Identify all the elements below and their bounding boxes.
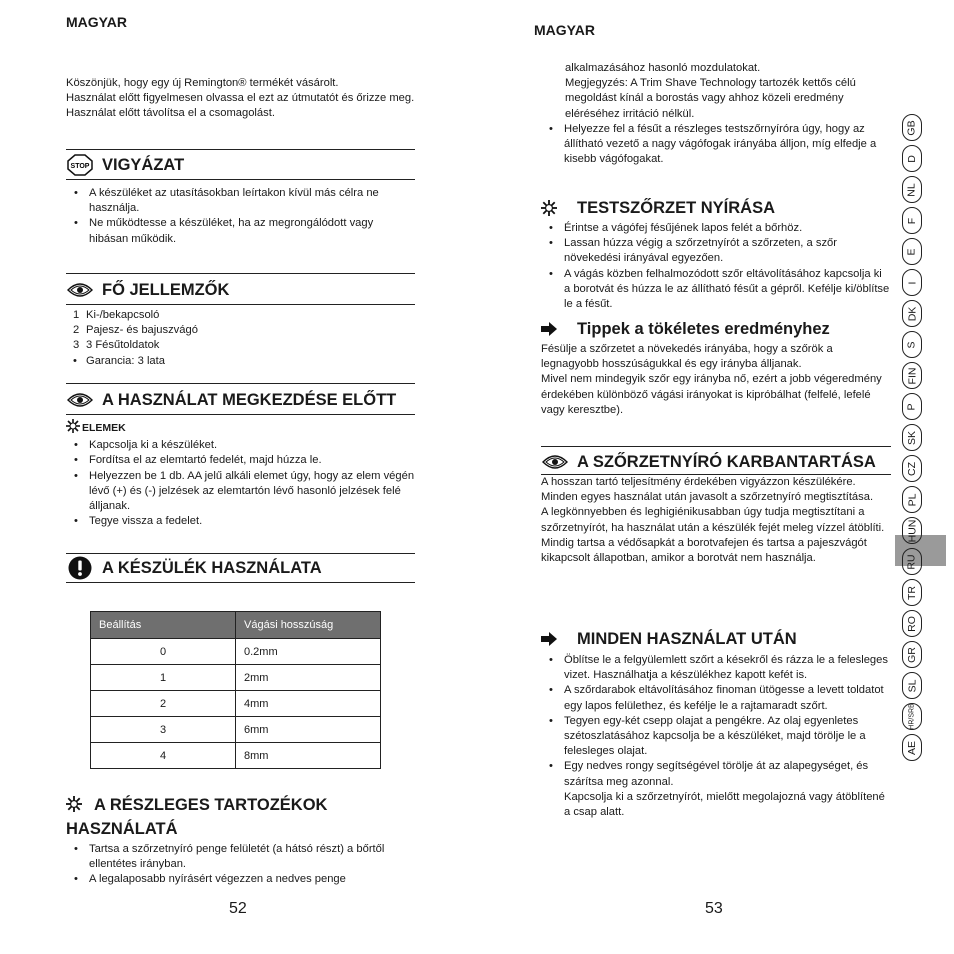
list-item: • Helyezzen be 1 db. AA jelű alkáli elemet úgy, hogy az elem végén lévő (+) és (-) jelzések az elemtartón lévő hasonló jelzések felé álljanak. — [66, 469, 415, 515]
language-tab-i[interactable]: I — [902, 269, 922, 296]
arrow-right-icon — [541, 628, 569, 650]
svg-text:STOP: STOP — [70, 163, 90, 170]
language-tab-cz[interactable]: CZ — [902, 455, 922, 482]
tips-heading — [541, 318, 891, 340]
language-tab-dk[interactable]: DK — [902, 300, 922, 327]
sparkle-icon — [66, 419, 80, 438]
table-cell: 3 — [91, 717, 236, 743]
partial-section — [66, 794, 415, 888]
table-cell: 0.2mm — [236, 639, 381, 665]
warning-icon — [66, 557, 94, 579]
arrow-right-icon — [541, 318, 569, 340]
language-tab-fin[interactable]: FIN — [902, 362, 922, 389]
list-item: • Ne működtesse a készüléket, ha az megrongálódott vagy hibásan működik. — [66, 216, 415, 246]
continued-list — [541, 122, 891, 168]
tips-title: Tippek a tökéletes eredményhez — [577, 320, 830, 338]
table-header: Vágási hosszúság — [236, 612, 381, 639]
language-tab-s[interactable]: S — [902, 331, 922, 358]
caution-heading — [66, 154, 415, 176]
language-tabs — [902, 114, 924, 765]
list-item: • Érintse a vágófej fésűjének lapos felét a bőrhöz. — [541, 221, 891, 236]
language-tab-ru[interactable]: RU — [902, 548, 922, 575]
table-row — [91, 639, 381, 665]
page-number-left: 52 — [229, 900, 247, 917]
language-tab-nl[interactable]: NL — [902, 176, 922, 203]
features-heading — [66, 279, 415, 301]
list-item: • Egy nedves rongy segítségével törölje át az alapegységet, és szárítsa meg azonnal. — [541, 759, 891, 789]
language-tab-e[interactable]: E — [902, 238, 922, 265]
after-use-closing: Kapcsolja ki a szőrzetnyírót, mielőtt megolajozná vagy átöblítené a csap alatt. — [564, 790, 885, 819]
list-item: • Tartsa a szőrzetnyíró penge felületét (a hátsó részt) a bőrtől ellentétes irányban. — [66, 842, 415, 872]
eye-icon — [66, 279, 94, 301]
table-cell: 2 — [91, 691, 236, 717]
list-item: • Lassan húzza végig a szőrzetnyírót a szőrzeten, a szőr növekedési irányával egyezően. — [541, 236, 891, 266]
before-use-title: A HASZNÁLAT MEGKEZDÉSE ELŐTT — [102, 391, 397, 409]
table-cell: 1 — [91, 665, 236, 691]
language-tab-pl[interactable]: PL — [902, 486, 922, 513]
language-tab-p[interactable]: P — [902, 393, 922, 420]
list-item: • Fordítsa el az elemtartó fedelét, majd húzza le. — [66, 453, 415, 468]
body-hair-list — [541, 221, 891, 312]
language-tab-sl[interactable]: SL — [902, 672, 922, 699]
usage-heading — [66, 557, 415, 579]
features-section — [66, 273, 415, 369]
eye-icon — [66, 389, 94, 411]
after-use-section — [541, 628, 891, 820]
before-use-section — [66, 383, 415, 529]
list-item: • Helyezze fel a fésűt a részleges testszőrnyíróra úgy, hogy az állítható vezető a nagy vágófogak irányába álljon, míg elfedje a kisebb vágófogakat. — [541, 122, 891, 168]
caution-title: VIGYÁZAT — [102, 156, 185, 174]
table-row — [91, 717, 381, 743]
list-item: • A legalaposabb nyírásért végezzen a nedves penge — [66, 872, 415, 887]
language-tab-ae[interactable]: AE — [902, 734, 922, 761]
list-item: • A szőrdarabok eltávolításához finoman ütögesse a levett toldatot egy lapos felülethez, és kefélje le a rajtamaradt szőrt. — [541, 683, 891, 713]
after-use-list — [541, 653, 891, 790]
language-tab-sk[interactable]: SK — [902, 424, 922, 451]
language-tab-hr-srb[interactable]: HR/SRB — [902, 703, 922, 730]
batteries-list — [66, 438, 415, 529]
after-use-title: MINDEN HASZNÁLAT UTÁN — [577, 630, 797, 648]
intro-text: Köszönjük, hogy egy új Remington® termékét vásárolt. Használat előtt figyelmesen olvassa el ezt az útmutatót és őrizze meg. Használat előtt távolítsa el a csomagolást. — [66, 77, 415, 120]
list-item: • Tegyen egy-két csepp olajat a pengékre. Az olaj egyenletes szétoszlatásához kapcsolja be a készüléket, majd törölje le a felesleges olajat. — [541, 714, 891, 760]
tips-text: Fésülje a szőrzetet a növekedés irányába, hogy a szőrök a legnagyobb hosszúságukkal és egy irányba álljanak. Mivel nem mindegyik szőr egy irányba nő, ezért a jobb végeredmény érdekében különböző vágási irányokat is kipróbálhat (felfelé, lefelé vagy keresztbe). — [541, 343, 882, 416]
settings-table — [90, 611, 381, 769]
table-header: Beállítás — [91, 612, 236, 639]
features-list — [66, 304, 415, 369]
table-cell: 6mm — [236, 717, 381, 743]
table-cell: 2mm — [236, 665, 381, 691]
partial-heading — [66, 794, 415, 840]
maintenance-title: A SZŐRZETNYÍRÓ KARBANTARTÁSA — [577, 453, 876, 471]
stop-icon — [66, 154, 94, 176]
language-tab-gb[interactable]: GB — [902, 114, 922, 141]
continued-text: alkalmazásához hasonló mozdulatokat. Megjegyzés: A Trim Shave Technology tartozék kettős célú megoldást kínál a borostás vagy ahhoz közeli eredmény eléréséhez irritáció nélkül. — [565, 62, 856, 120]
list-item: • Öblítse le a felgyülemlett szőrt a késekről és rázza le a felesleges vizet. Használhatja a készülékhez kapott kefét is. — [541, 653, 891, 683]
list-item: 2 Pajesz- és bajuszvágó — [73, 324, 198, 337]
batteries-subheading: ELEMEK — [66, 419, 415, 438]
features-title: FŐ JELLEMZŐK — [102, 281, 230, 299]
before-use-heading — [66, 389, 415, 411]
table-header-row — [91, 612, 381, 639]
list-item: • Tegye vissza a fedelet. — [66, 514, 415, 529]
table-cell: 4mm — [236, 691, 381, 717]
table-row — [91, 691, 381, 717]
list-item: 1 Ki-/bekapcsoló — [73, 309, 160, 321]
table-cell: 8mm — [236, 743, 381, 769]
caution-list — [66, 186, 415, 247]
table-row — [91, 743, 381, 769]
after-use-heading — [541, 628, 891, 650]
language-tab-d[interactable]: D — [902, 145, 922, 172]
caution-section — [66, 149, 415, 247]
body-hair-title: TESTSZŐRZET NYÍRÁSA — [577, 199, 776, 217]
maintenance-heading — [541, 451, 891, 473]
language-tab-f[interactable]: F — [902, 207, 922, 234]
list-item: • Kapcsolja ki a készüléket. — [66, 438, 415, 453]
list-item: • Garancia: 3 lata — [73, 354, 165, 367]
usage-title: A KÉSZÜLÉK HASZNÁLATA — [102, 559, 322, 577]
tips-section — [541, 318, 891, 418]
language-tab-ro[interactable]: RO — [902, 610, 922, 637]
language-header-right: MAGYAR — [534, 22, 595, 38]
sparkle-icon — [541, 197, 569, 219]
language-tab-gr[interactable]: GR — [902, 641, 922, 668]
partial-list — [66, 842, 415, 888]
sparkle-icon — [66, 796, 94, 818]
usage-section — [66, 553, 415, 583]
eye-icon — [541, 451, 569, 473]
partial-title: A RÉSZLEGES TARTOZÉKOK HASZNÁLATÁ — [66, 796, 328, 838]
table-cell: 4 — [91, 743, 236, 769]
maintenance-text: A hosszan tartó teljesítmény érdekében vigyázzon készülékére. Minden egyes használat után javasolt a szőrzetnyíró megtisztítása. A legkönnyebben és leghigiénikusabban úgy tudja megtisztítani a szőrzetnyírót, ha használat után a készülék fejét meleg vízzel átöblíti. Mindig tartsa a védősapkát a borotvafejen és tartsa a pajeszvágót kikapcsolt állapotban, amikor a borotvát nem használja. — [541, 476, 885, 565]
language-tab-hun[interactable]: HUN — [902, 517, 922, 544]
table-row — [91, 665, 381, 691]
body-hair-section — [541, 197, 891, 312]
body-hair-heading — [541, 197, 891, 219]
table-cell: 0 — [91, 639, 236, 665]
maintenance-section — [541, 446, 891, 566]
page-number-right: 53 — [705, 900, 723, 917]
list-item: 3 3 Fésűtoldatok — [73, 339, 160, 352]
language-header-left: MAGYAR — [66, 14, 127, 30]
list-item: • A készüléket az utasításokban leírtakon kívül más célra ne használja. — [66, 186, 415, 216]
language-tab-tr[interactable]: TR — [902, 579, 922, 606]
list-item: • A vágás közben felhalmozódott szőr eltávolításához kapcsolja ki a borotvát és húzza le az állítható fésűt a gépről. Kefélje ki/öblítse le a fésűt. — [541, 267, 891, 313]
